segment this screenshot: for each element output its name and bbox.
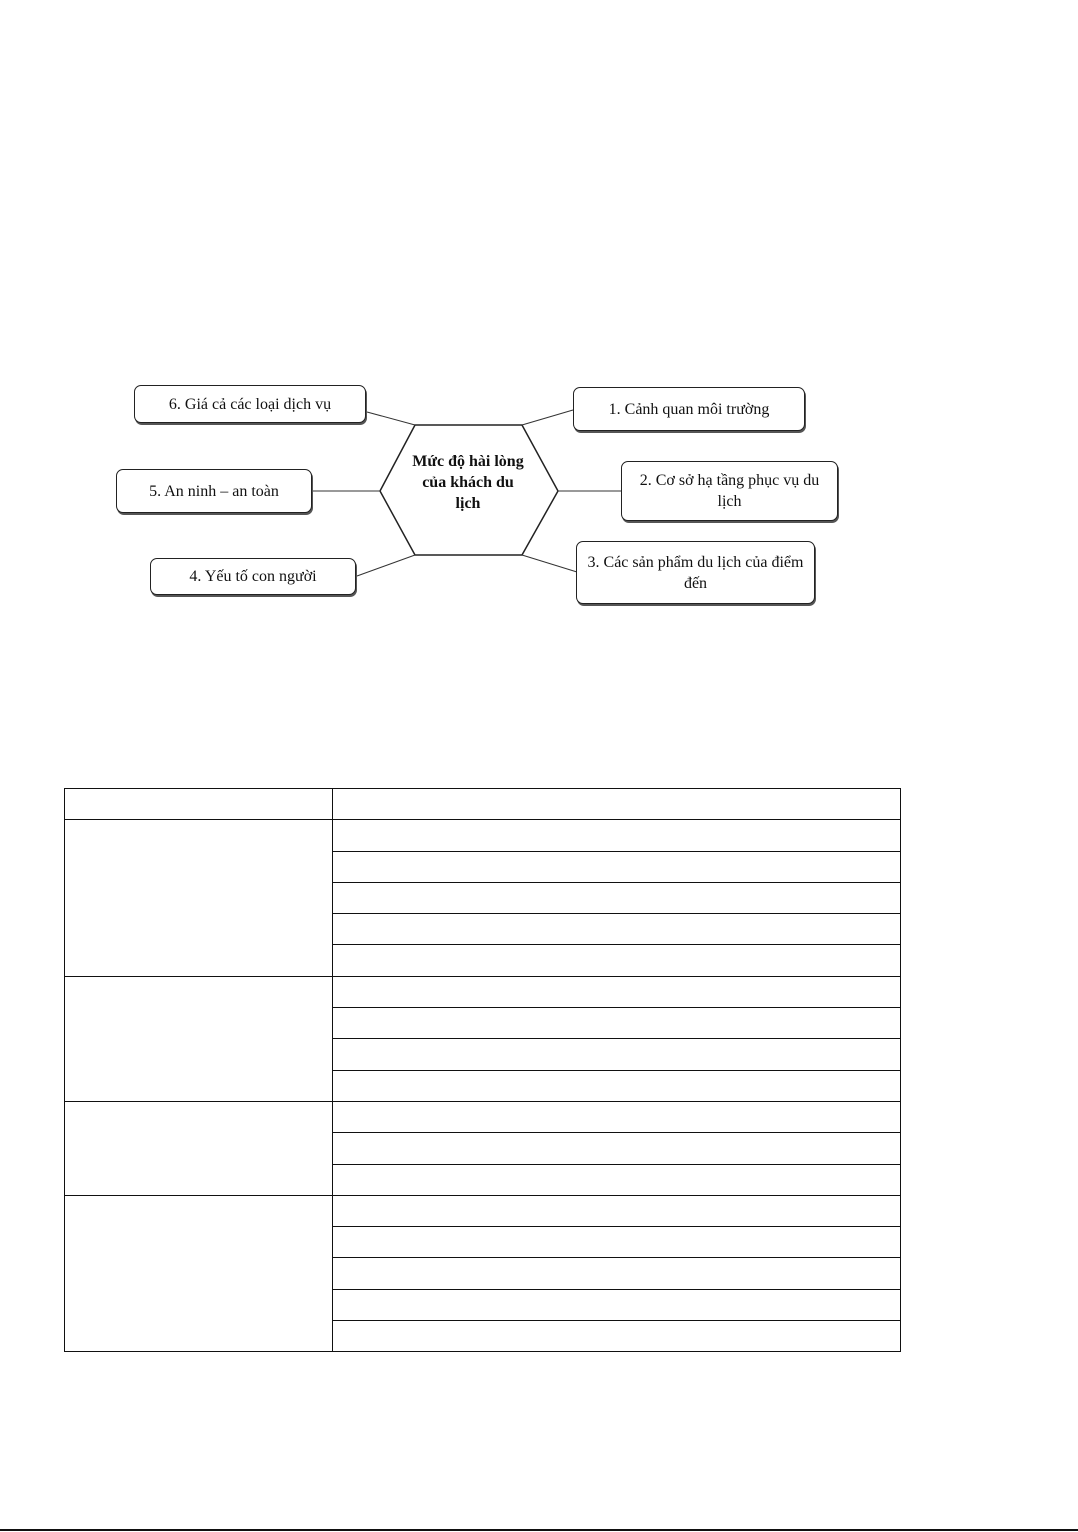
group-label-cell: [65, 976, 333, 1101]
group-label-cell: [65, 820, 333, 976]
table-row: [65, 1195, 901, 1226]
connector-3: [522, 555, 577, 572]
factor-5-box: 5. An ninh – an toàn: [116, 469, 312, 513]
group-label-cell: [65, 1195, 333, 1351]
factor-1-box: 1. Cảnh quan môi trường: [573, 387, 805, 431]
criterion-cell: [333, 1070, 901, 1101]
criterion-cell: [333, 1227, 901, 1258]
factor-4-box: 4. Yếu tố con người: [150, 558, 356, 595]
criterion-cell: [333, 1164, 901, 1195]
criterion-cell: [333, 976, 901, 1007]
criterion-cell: [333, 1289, 901, 1320]
factor-6-box: 6. Giá cả các loại dịch vụ: [134, 385, 366, 423]
connector-1: [522, 410, 573, 425]
header-cell: [65, 789, 333, 820]
criterion-cell: [333, 1101, 901, 1132]
table-row: [65, 820, 901, 851]
factor-2-box: 2. Cơ sở hạ tầng phục vụ du lịch: [621, 461, 838, 521]
center-label: Mức độ hài lòng của khách du lịch: [412, 453, 524, 512]
criterion-cell: [333, 1195, 901, 1226]
page-bottom-rule: [0, 1529, 1078, 1531]
group-label-cell: [65, 1101, 333, 1195]
connector-4: [357, 555, 415, 576]
factor-3-box: 3. Các sản phẩm du lịch của điểm đến: [576, 541, 815, 604]
satisfaction-diagram: [0, 0, 1078, 700]
criteria-table: [64, 788, 901, 1352]
criterion-cell: [333, 945, 901, 976]
criterion-cell: [333, 1133, 901, 1164]
table-row: [65, 1101, 901, 1132]
header-cell: [333, 789, 901, 820]
diagram-connectors: [0, 0, 1078, 700]
criterion-cell: [333, 914, 901, 945]
criterion-cell: [333, 820, 901, 851]
table-row: [65, 976, 901, 1007]
connector-6: [367, 412, 415, 425]
criterion-cell: [333, 1008, 901, 1039]
criterion-cell: [333, 1321, 901, 1352]
criterion-cell: [333, 1039, 901, 1070]
table-header-row: [65, 789, 901, 820]
criterion-cell: [333, 882, 901, 913]
criterion-cell: [333, 851, 901, 882]
criterion-cell: [333, 1258, 901, 1289]
